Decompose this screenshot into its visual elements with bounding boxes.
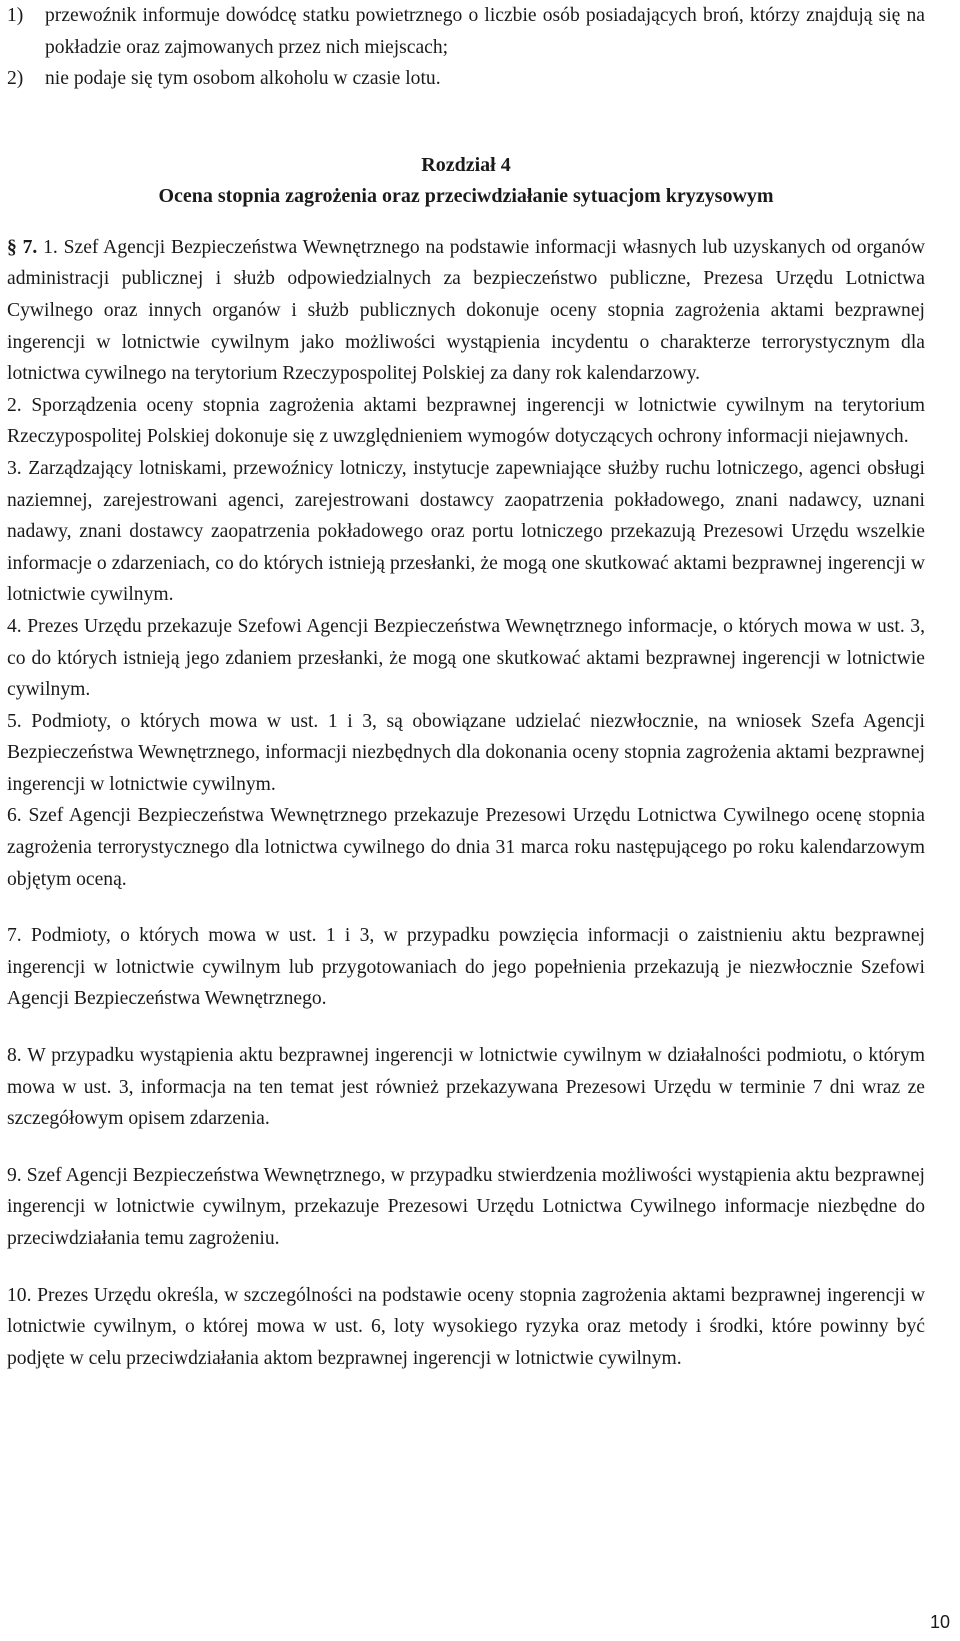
chapter-number: Rozdział 4 — [421, 153, 511, 176]
paragraph-text: Podmioty, o których mowa w ust. 1 i 3, w przypadku powzięcia informacji o zaistnieniu aktu bezprawnej ingerencji w lotnictwie cywilnym lub przygotowaniach do jego popełnienia przekazują je niezwłocznie Szefowi Agencji Bezpieczeństwa Wewnętrznego. — [7, 925, 925, 1010]
paragraph-text: Sporządzenia oceny stopnia zagrożenia aktami bezprawnej ingerencji w lotnictwie cywilnym na terytorium Rzeczypospolitej Polskiej dokonuje się z uwzględnieniem wymogów dotyczących ochrony informacji niejawnych. — [7, 394, 925, 448]
document-page — [7, 0, 925, 1374]
paragraph-text: Podmioty, o których mowa w ust. 1 i 3, są obowiązane udzielać niezwłocznie, na wniosek Szefa Agencji Bezpieczeństwa Wewnętrznego, informacji niezbędnych dla dokonania oceny stopnia zagrożenia aktami bezprawnej ingerencji w lotnictwie cywilnym. — [7, 710, 925, 795]
paragraph-number: 3. — [7, 457, 22, 479]
page-number: 10 — [929, 1612, 950, 1632]
section-paragraph-6 — [7, 800, 925, 895]
section-paragraph-4 — [7, 611, 925, 706]
paragraph-number: 6. — [7, 805, 22, 827]
list-item — [7, 0, 925, 63]
section-paragraph-9 — [7, 1160, 925, 1255]
paragraph-number: 1. — [43, 236, 58, 258]
section-paragraph-1 — [7, 232, 925, 390]
chapter-title: Ocena stopnia zagrożenia oraz przeciwdziałanie sytuacjom kryzysowym — [158, 184, 774, 207]
chapter-heading — [7, 150, 925, 212]
list-item-text: przewoźnik informuje dowódcę statku powietrznego o liczbie osób posiadających broń, którzy znajdują się na pokładzie oraz zajmowanych przez nich miejscach; — [45, 5, 925, 58]
list-item — [7, 63, 925, 95]
paragraph-text: Szef Agencji Bezpieczeństwa Wewnętrznego, w przypadku stwierdzenia możliwości wystąpienia aktu bezprawnej ingerencji w lotnictwie cywilnym, przekazuje Prezesowi Urzędu Lotnictwa Cywilnego informacje niezbędne do przeciwdziałania temu zagrożeniu. — [7, 1164, 925, 1249]
list-item-number: 2) — [7, 68, 24, 90]
paragraph-number: 10. — [7, 1284, 32, 1306]
paragraph-number: 9. — [7, 1164, 22, 1186]
paragraph-text: W przypadku wystąpienia aktu bezprawnej ingerencji w lotnictwie cywilnym w działalności podmiotu, o którym mowa w ust. 3, informacja na ten temat jest również przekazywana Prezesowi Urzędu w terminie 7 dni wraz ze szczegółowym opisem zdarzenia. — [7, 1045, 925, 1130]
paragraph-text: Zarządzający lotniskami, przewoźnicy lotniczy, instytucje zapewniające służby ruchu lotniczego, agenci obsługi naziemnej, zarejestrowani agenci, zarejestrowani dostawcy zaopatrzenia pokładowego, znani nadawcy, uznani nadawy, znani dostawcy zaopatrzenia pokładowego oraz portu lotniczego przekazują Prezesowi Urzędu wszelkie informacje o zdarzeniach, co do których istnieją przesłanki, że mogą one skutkować aktami bezprawnej ingerencji w lotnictwie cywilnym. — [7, 457, 925, 606]
section-label: § 7. — [7, 236, 38, 258]
paragraph-text: Prezes Urzędu przekazuje Szefowi Agencji Bezpieczeństwa Wewnętrznego informacje, o których mowa w ust. 3, co do których istnieją jego zdaniem przesłanki, że mogą one skutkować aktami bezprawnej ingerencji w lotnictwie cywilnym. — [7, 615, 925, 701]
paragraph-number: 5. — [7, 710, 22, 732]
section-paragraph-7 — [7, 920, 925, 1015]
paragraph-number: 2. — [7, 394, 22, 416]
section-paragraph-5 — [7, 706, 925, 801]
paragraph-number: 4. — [7, 615, 22, 637]
list-item-text: nie podaje się tym osobom alkoholu w czasie lotu. — [45, 68, 441, 90]
paragraph-text: Prezes Urzędu określa, w szczególności na podstawie oceny stopnia zagrożenia aktami bezprawnej ingerencji w lotnictwie cywilnym, o której mowa w ust. 6, loty wysokiego ryzyka oraz metody i środki, które powinny być podjęte w celu przeciwdziałania aktom bezprawnej ingerencji w lotnictwie cywilnym. — [7, 1284, 925, 1369]
section-paragraph-8 — [7, 1040, 925, 1135]
paragraph-text: Szef Agencji Bezpieczeństwa Wewnętrznego przekazuje Prezesowi Urzędu Lotnictwa Cywilnego ocenę stopnia zagrożenia terrorystycznego dla lotnictwa cywilnego do dnia 31 marca roku następującego po roku kalendarzowym objętym oceną. — [7, 805, 925, 890]
list-item-number: 1) — [7, 5, 24, 26]
paragraph-number: 7. — [7, 925, 22, 947]
paragraph-number: 8. — [7, 1045, 22, 1067]
section-paragraph-2 — [7, 390, 925, 453]
intro-list — [7, 0, 925, 95]
section-paragraph-10 — [7, 1280, 925, 1375]
section-paragraph-3 — [7, 453, 925, 611]
paragraph-text: Szef Agencji Bezpieczeństwa Wewnętrznego na podstawie informacji własnych lub uzyskanych od organów administracji publicznej i służb odpowiedzialnych za bezpieczeństwo publiczne, Prezesa Urzędu Lotnictwa Cywilnego oraz innych organów i służb publicznych dokonuje oceny stopnia zagrożenia aktami bezprawnej ingerencji w lotnictwie cywilnym jako możliwości wystąpienia incydentu o charakterze terrorystycznym dla lotnictwa cywilnego na terytorium Rzeczypospolitej Polskiej za dany rok kalendarzowy. — [7, 236, 926, 385]
